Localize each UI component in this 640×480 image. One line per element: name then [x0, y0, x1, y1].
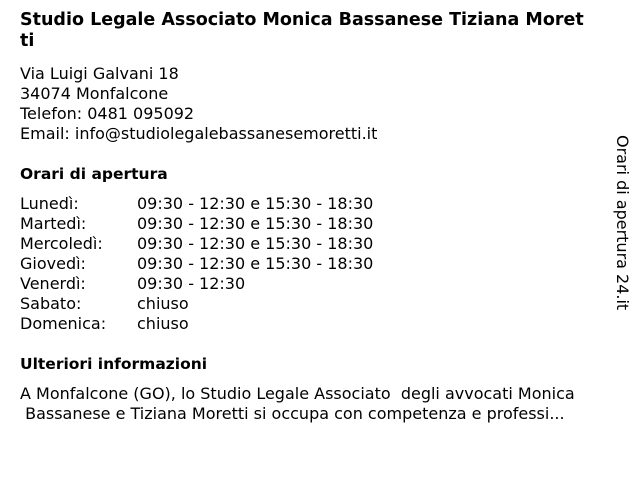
day-hours: 09:30 - 12:30 e 15:30 - 18:30 [137, 234, 374, 253]
day-label: Mercoledì: [20, 234, 103, 253]
day-label: Lunedì: [20, 194, 79, 213]
day-hours: chiuso [137, 314, 189, 333]
day-hours: 09:30 - 12:30 [137, 274, 246, 293]
business-name: Studio Legale Associato Monica Bassanese Tiziana Moretti [20, 10, 584, 51]
description-line: Bassanese e Tiziana Moretti si occupa con competenza e professi... [20, 404, 565, 423]
day-label: Domenica: [20, 314, 107, 333]
day-hours: 09:30 - 12:30 e 15:30 - 18:30 [137, 254, 374, 273]
site-watermark: Orari di apertura 24.it [613, 135, 632, 311]
phone-line: Telefon: 0481 095092 [20, 104, 195, 123]
email-line: Email: info@studiolegalebassanesemoretti.it [20, 124, 378, 143]
opening-hours-heading: Orari di apertura [20, 165, 168, 183]
description-line: A Monfalcone (GO), lo Studio Legale Associato degli avvocati Monica [20, 384, 575, 403]
day-label: Martedì: [20, 214, 87, 233]
day-hours: 09:30 - 12:30 e 15:30 - 18:30 [137, 214, 374, 233]
day-hours: 09:30 - 12:30 e 15:30 - 18:30 [137, 194, 374, 213]
day-label: Giovedì: [20, 254, 86, 273]
further-info-heading: Ulteriori informazioni [20, 355, 208, 373]
business-description [20, 384, 620, 424]
city-line: 34074 Monfalcone [20, 84, 169, 103]
day-hours: chiuso [137, 294, 189, 313]
day-label: Venerdì: [20, 274, 86, 293]
day-label: Sabato: [20, 294, 82, 313]
street-address: Via Luigi Galvani 18 [20, 64, 179, 83]
address-block [20, 64, 377, 144]
